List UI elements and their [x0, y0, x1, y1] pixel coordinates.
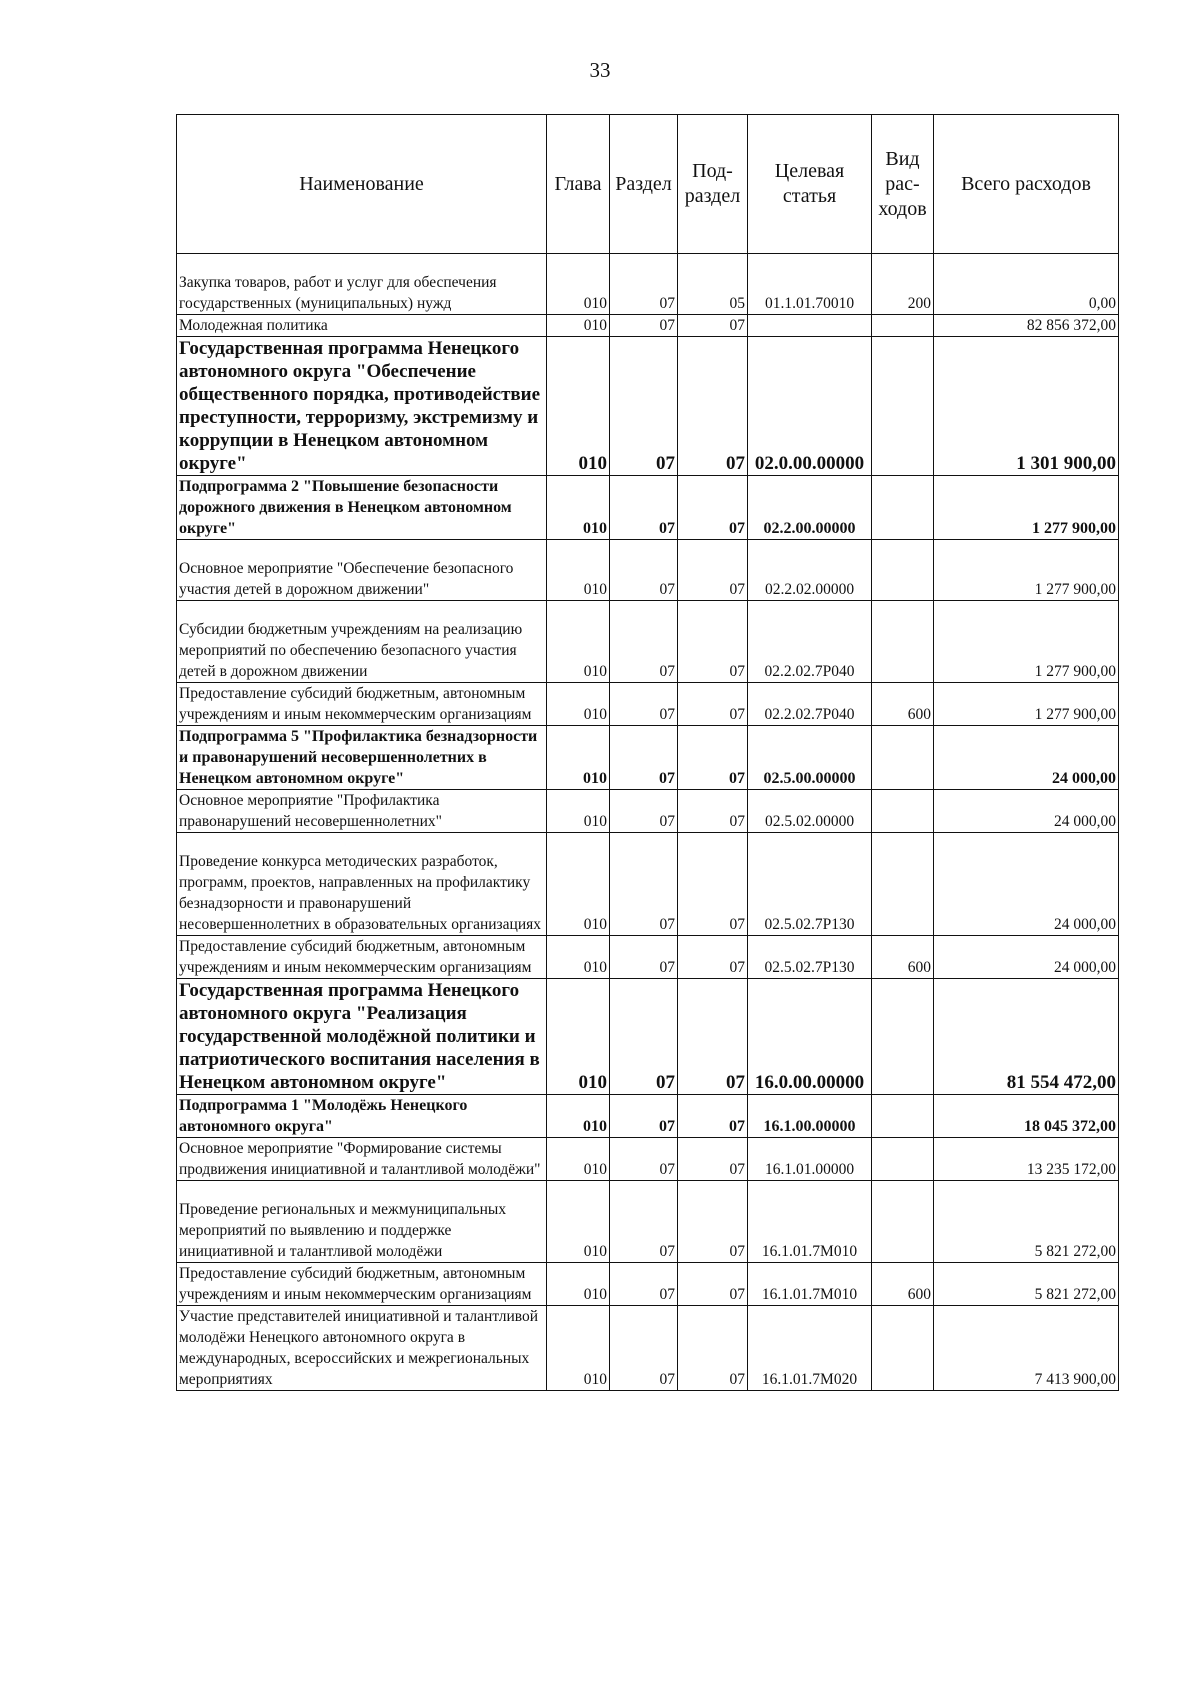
- header-podrazdel: Под- раздел: [678, 115, 748, 254]
- table-row: [177, 1138, 1119, 1181]
- cell-glava: 010: [547, 254, 610, 315]
- cell-vid: [872, 1181, 934, 1263]
- cell-vid: [872, 790, 934, 833]
- cell-glava: 010: [547, 726, 610, 790]
- header-razdel: Раздел: [610, 115, 678, 254]
- cell-name: Проведение конкурса методических разработок, программ, проектов, направленных на профилактику безнадзорности и правонарушений несовершеннолетних в образовательных организациях: [177, 833, 547, 936]
- cell-name: Основное мероприятие "Формирование системы продвижения инициативной и талантливой молодёжи": [177, 1138, 547, 1181]
- cell-glava: 010: [547, 833, 610, 936]
- cell-podrazdel: 07: [678, 337, 748, 476]
- cell-name: Субсидии бюджетным учреждениям на реализацию мероприятий по обеспечению безопасного участия детей в дорожном движении: [177, 601, 547, 683]
- cell-razdel: 07: [610, 1306, 678, 1391]
- cell-tselevaya: 16.1.01.7M010: [748, 1181, 872, 1263]
- cell-glava: 010: [547, 1181, 610, 1263]
- cell-razdel: 07: [610, 683, 678, 726]
- cell-razdel: 07: [610, 315, 678, 337]
- cell-vid: [872, 601, 934, 683]
- cell-total: 1 277 900,00: [934, 601, 1119, 683]
- cell-name: Предоставление субсидий бюджетным, автономным учреждениям и иным некоммерческим организациям: [177, 936, 547, 979]
- header-total: Всего расходов: [934, 115, 1119, 254]
- cell-tselevaya: 02.2.00.00000: [748, 476, 872, 540]
- table-row: [177, 1095, 1119, 1138]
- cell-vid: [872, 1138, 934, 1181]
- cell-name: Подпрограмма 5 "Профилактика безнадзорности и правонарушений несовершеннолетних в Ненецком автономном округе": [177, 726, 547, 790]
- cell-razdel: 07: [610, 1181, 678, 1263]
- cell-total: 7 413 900,00: [934, 1306, 1119, 1391]
- table-row: [177, 726, 1119, 790]
- cell-glava: 010: [547, 790, 610, 833]
- cell-razdel: 07: [610, 254, 678, 315]
- cell-total: 1 277 900,00: [934, 683, 1119, 726]
- cell-podrazdel: 07: [678, 683, 748, 726]
- budget-table: [176, 114, 1119, 1391]
- cell-glava: 010: [547, 979, 610, 1095]
- cell-total: 24 000,00: [934, 936, 1119, 979]
- cell-name: Основное мероприятие "Обеспечение безопасного участия детей в дорожном движении": [177, 540, 547, 601]
- cell-podrazdel: 07: [678, 833, 748, 936]
- cell-razdel: 07: [610, 1095, 678, 1138]
- header-name: Наименование: [177, 115, 547, 254]
- cell-razdel: 07: [610, 601, 678, 683]
- cell-podrazdel: 07: [678, 476, 748, 540]
- page-number: 33: [589, 58, 611, 82]
- cell-total: 24 000,00: [934, 790, 1119, 833]
- cell-tselevaya: 16.0.00.00000: [748, 979, 872, 1095]
- cell-tselevaya: 16.1.01.7M010: [748, 1263, 872, 1306]
- cell-total: 18 045 372,00: [934, 1095, 1119, 1138]
- cell-name: Молодежная политика: [177, 315, 547, 337]
- cell-podrazdel: 05: [678, 254, 748, 315]
- cell-total: 24 000,00: [934, 726, 1119, 790]
- table-row: [177, 1263, 1119, 1306]
- cell-vid: 200: [872, 254, 934, 315]
- cell-name: Закупка товаров, работ и услуг для обеспечения государственных (муниципальных) нужд: [177, 254, 547, 315]
- cell-total: 82 856 372,00: [934, 315, 1119, 337]
- cell-glava: 010: [547, 540, 610, 601]
- cell-tselevaya: 16.1.01.00000: [748, 1138, 872, 1181]
- table-row: [177, 833, 1119, 936]
- cell-name: Участие представителей инициативной и талантливой молодёжи Ненецкого автономного округа в международных, всероссийских и межрегиональных мероприятиях: [177, 1306, 547, 1391]
- cell-name: Государственная программа Ненецкого автономного округа "Обеспечение общественного порядка, противодействие преступности, терроризму, экстремизму и коррупции в Ненецком автономном округе": [177, 337, 547, 476]
- cell-podrazdel: 07: [678, 1138, 748, 1181]
- table-header-row: [177, 115, 1119, 254]
- cell-razdel: 07: [610, 540, 678, 601]
- cell-tselevaya: 02.0.00.00000: [748, 337, 872, 476]
- cell-name: Основное мероприятие "Профилактика правонарушений несовершеннолетних": [177, 790, 547, 833]
- cell-name: Подпрограмма 1 "Молодёжь Ненецкого автономного округа": [177, 1095, 547, 1138]
- cell-total: 13 235 172,00: [934, 1138, 1119, 1181]
- cell-razdel: 07: [610, 936, 678, 979]
- cell-glava: 010: [547, 601, 610, 683]
- cell-total: 5 821 272,00: [934, 1181, 1119, 1263]
- cell-razdel: 07: [610, 790, 678, 833]
- cell-tselevaya: 01.1.01.70010: [748, 254, 872, 315]
- cell-glava: 010: [547, 1306, 610, 1391]
- cell-vid: 600: [872, 1263, 934, 1306]
- cell-total: 81 554 472,00: [934, 979, 1119, 1095]
- table-row: [177, 601, 1119, 683]
- table-row: [177, 540, 1119, 601]
- cell-razdel: 07: [610, 726, 678, 790]
- cell-tselevaya: 02.2.02.7P040: [748, 601, 872, 683]
- table-row: [177, 1181, 1119, 1263]
- cell-glava: 010: [547, 683, 610, 726]
- cell-razdel: 07: [610, 979, 678, 1095]
- header-tselevaya: Целевая статья: [748, 115, 872, 254]
- table-row: [177, 254, 1119, 315]
- cell-glava: 010: [547, 1138, 610, 1181]
- table-row: [177, 337, 1119, 476]
- cell-glava: 010: [547, 337, 610, 476]
- cell-podrazdel: 07: [678, 315, 748, 337]
- cell-tselevaya: 02.5.00.00000: [748, 726, 872, 790]
- cell-total: 1 301 900,00: [934, 337, 1119, 476]
- cell-vid: [872, 833, 934, 936]
- cell-razdel: 07: [610, 833, 678, 936]
- cell-vid: [872, 1306, 934, 1391]
- cell-name: Проведение региональных и межмуниципальных мероприятий по выявлению и поддержке инициативной и талантливой молодёжи: [177, 1181, 547, 1263]
- cell-total: 24 000,00: [934, 833, 1119, 936]
- cell-razdel: 07: [610, 476, 678, 540]
- cell-total: 5 821 272,00: [934, 1263, 1119, 1306]
- cell-vid: 600: [872, 936, 934, 979]
- cell-name: Предоставление субсидий бюджетным, автономным учреждениям и иным некоммерческим организациям: [177, 1263, 547, 1306]
- table-row: [177, 979, 1119, 1095]
- table-row: [177, 1306, 1119, 1391]
- cell-glava: 010: [547, 1095, 610, 1138]
- cell-glava: 010: [547, 315, 610, 337]
- cell-podrazdel: 07: [678, 601, 748, 683]
- cell-vid: [872, 979, 934, 1095]
- cell-tselevaya: 16.1.01.7M020: [748, 1306, 872, 1391]
- cell-glava: 010: [547, 1263, 610, 1306]
- table-row: [177, 683, 1119, 726]
- header-glava: Глава: [547, 115, 610, 254]
- cell-total: 1 277 900,00: [934, 540, 1119, 601]
- cell-razdel: 07: [610, 337, 678, 476]
- cell-vid: 600: [872, 683, 934, 726]
- cell-total: 0,00: [934, 254, 1119, 315]
- cell-glava: 010: [547, 936, 610, 979]
- cell-vid: [872, 726, 934, 790]
- cell-glava: 010: [547, 476, 610, 540]
- cell-vid: [872, 476, 934, 540]
- table-row: [177, 936, 1119, 979]
- cell-vid: [872, 540, 934, 601]
- header-vid: Вид рас- ходов: [872, 115, 934, 254]
- cell-name: Предоставление субсидий бюджетным, автономным учреждениям и иным некоммерческим организациям: [177, 683, 547, 726]
- cell-razdel: 07: [610, 1263, 678, 1306]
- cell-podrazdel: 07: [678, 936, 748, 979]
- cell-tselevaya: 02.5.02.7P130: [748, 833, 872, 936]
- cell-tselevaya: 02.5.02.7P130: [748, 936, 872, 979]
- cell-podrazdel: 07: [678, 1181, 748, 1263]
- cell-podrazdel: 07: [678, 1095, 748, 1138]
- cell-vid: [872, 315, 934, 337]
- cell-name: Подпрограмма 2 "Повышение безопасности дорожного движения в Ненецком автономном округе": [177, 476, 547, 540]
- cell-razdel: 07: [610, 1138, 678, 1181]
- cell-name: Государственная программа Ненецкого автономного округа "Реализация государственной молодёжной политики и патриотического воспитания населения в Ненецком автономном округе": [177, 979, 547, 1095]
- cell-podrazdel: 07: [678, 979, 748, 1095]
- cell-podrazdel: 07: [678, 790, 748, 833]
- cell-tselevaya: 16.1.00.00000: [748, 1095, 872, 1138]
- cell-tselevaya: 02.2.02.7P040: [748, 683, 872, 726]
- cell-vid: [872, 337, 934, 476]
- cell-tselevaya: 02.5.02.00000: [748, 790, 872, 833]
- cell-podrazdel: 07: [678, 726, 748, 790]
- cell-tselevaya: 02.2.02.00000: [748, 540, 872, 601]
- table-row: [177, 790, 1119, 833]
- cell-total: 1 277 900,00: [934, 476, 1119, 540]
- table-row: [177, 476, 1119, 540]
- cell-tselevaya: [748, 315, 872, 337]
- cell-podrazdel: 07: [678, 1263, 748, 1306]
- cell-vid: [872, 1095, 934, 1138]
- table-row: [177, 315, 1119, 337]
- cell-podrazdel: 07: [678, 540, 748, 601]
- cell-podrazdel: 07: [678, 1306, 748, 1391]
